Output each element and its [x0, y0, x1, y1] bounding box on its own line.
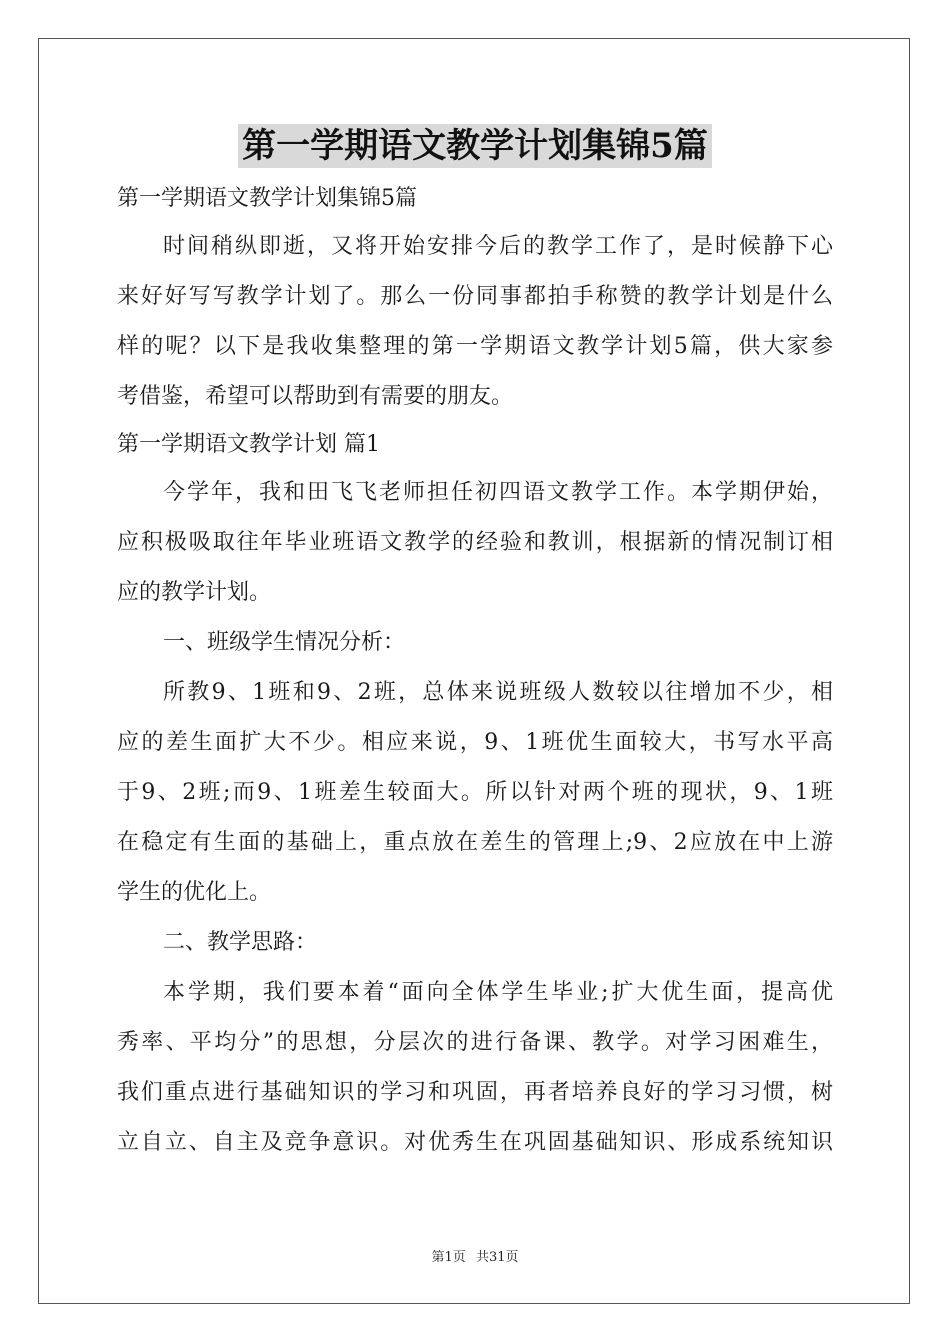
paragraph-line: 应积极吸取往年毕业班语文教学的经验和教训，根据新的情况制订相	[117, 530, 833, 555]
page-number: 第1页	[431, 1250, 466, 1265]
document-body	[117, 176, 833, 1168]
subheading-teaching-approach: 二、教学思路：	[163, 930, 318, 955]
paragraph-line: 秀率、平均分”的思想，分层次的进行备课、教学。对学习困难生，	[117, 1030, 833, 1055]
intro-line: 考借鉴，希望可以帮助到有需要的朋友。	[117, 384, 514, 409]
paragraph-line: 所教9、1班和9、2班，总体来说班级人数较以往增加不少，相	[163, 680, 833, 705]
paragraph-line: 今学年，我和田飞飞老师担任初四语文教学工作。本学期伊始，	[163, 480, 833, 505]
paragraph-line: 立自立、自主及竞争意识。对优秀生在巩固基础知识、形成系统知识	[117, 1130, 833, 1155]
paragraph-line: 本学期，我们要本着“面向全体学生毕业;扩大优生面，提高优	[163, 980, 833, 1005]
paragraph-line: 学生的优化上。	[117, 880, 272, 905]
section-heading: 第一学期语文教学计划 篇1	[117, 432, 380, 457]
paragraph-line: 应的教学计划。	[117, 580, 272, 605]
intro-line: 来好好写写教学计划了。那么一份同事都拍手称赞的教学计划是什么	[117, 284, 833, 309]
document-title: 第一学期语文教学计划集锦5篇	[238, 124, 712, 168]
paragraph-line: 我们重点进行基础知识的学习和巩固，再者培养良好的学习习惯，树	[117, 1080, 833, 1105]
subheading-class-analysis: 一、班级学生情况分析：	[163, 630, 406, 655]
page-footer	[0, 1250, 950, 1266]
intro-line: 样的呢？以下是我收集整理的第一学期语文教学计划5篇，供大家参	[117, 334, 833, 359]
paragraph-line: 在稳定有生面的基础上，重点放在差生的管理上;9、2应放在中上游	[117, 830, 833, 855]
page-total: 共31页	[475, 1250, 519, 1265]
document-subtitle: 第一学期语文教学计划集锦5篇	[117, 186, 417, 211]
paragraph-line: 应的差生面扩大不少。相应来说，9、1班优生面较大，书写水平高	[117, 730, 833, 755]
title-container	[0, 124, 950, 168]
intro-line: 时间稍纵即逝，又将开始安排今后的教学工作了，是时候静下心	[163, 234, 833, 259]
paragraph-line: 于9、2班;而9、1班差生较面大。所以针对两个班的现状，9、1班	[117, 780, 833, 805]
